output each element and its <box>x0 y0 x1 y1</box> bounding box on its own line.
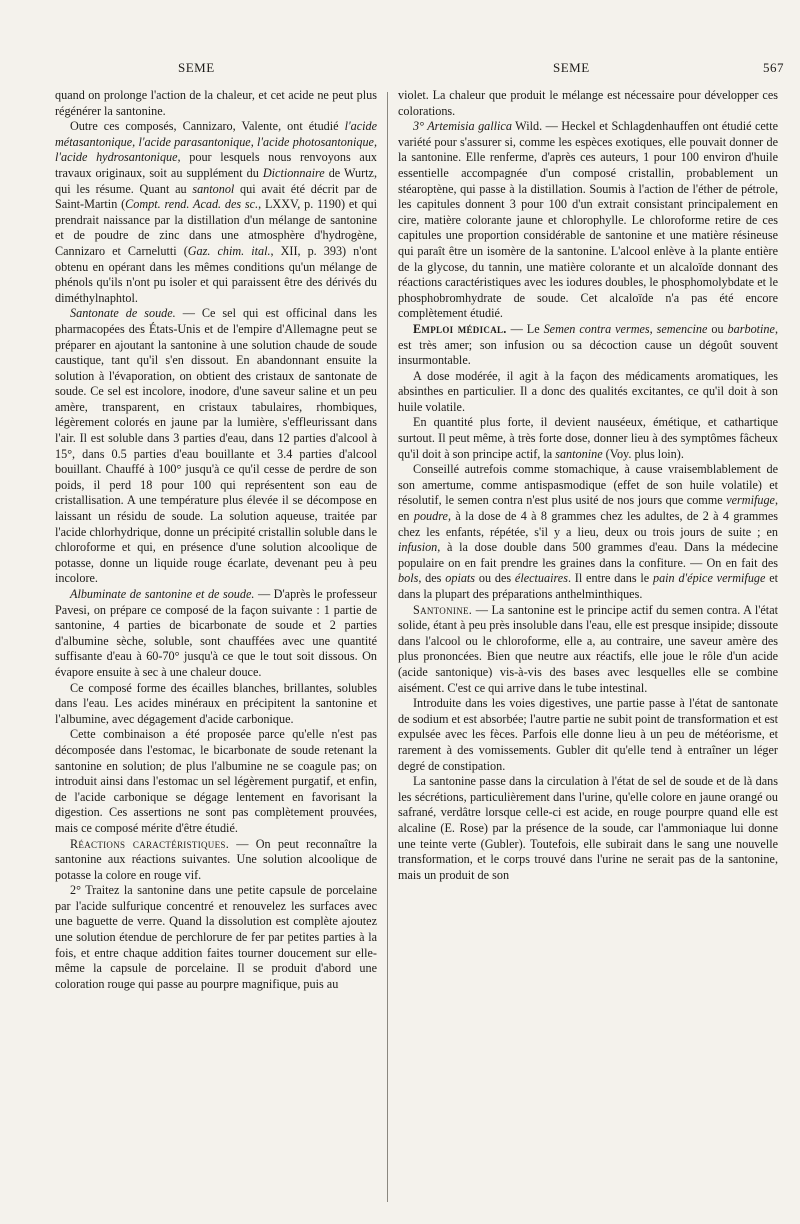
section-heading: Emploi médical. <box>413 321 507 336</box>
paragraph: Ce composé forme des écailles blanches, brillantes, solubles dans l'eau. Les acides minéraux en précipitent la santonine et l'albumine, avec dégagement d'acide carbonique. <box>55 680 377 726</box>
paragraph-albuminate: Albuminate de santonine et de soude. — D'après le professeur Pavesi, on prépare ce composé de la façon suivante : 1 partie de santonine, 4 parties de bicarbonate de soude et 2 parties d'albumine sèche, soluble, sont chauffées avec une quantité suffisante d'eau à 60-70° jusqu'à ce que le tout soit dissous. On évapore ensuite à sec à une chaleur douce. <box>55 587 377 679</box>
paragraph-artemisia-gallica: 3° Artemisia gallica Wild. — Heckel et Schlagdenhauffen ont étudié cette variété pour s'assurer si, comme les espèces exotiques, elle pouvait donner de la santonine. Elle renferme, d'après ces auteurs, 1 pour 100 environ d'huile essentielle accompagnée d'un composé cristallin, probablement un stéaroptène, qui passe à la distillation. Soumis à l'action de l'éther de pétrole, les capitules donnent 3 pour 100 d'un extrait consistant principalement en cire, matière colorante jaune et chlorophylle. Le chloroforme retire de ces capitules une proportion considérable de santonine et une matière résineuse qui paraît être un isomère de la santonine. L'alcool enlève à la plante entière de la glycose, du tannin, une matière colorante et un alcaloïde donnant des réactions caractéristiques avec les iodures doubles, le phosphomolybdate et le phosphobromhydrate de soude. Cet alcaloïde n'a pas été encore complètement étudié. <box>398 119 778 321</box>
paragraph: 2° Traitez la santonine dans une petite capsule de porcelaine par l'acide sulfurique concentré et renouvelez les surfaces avec une baguette de verre. Quand la dissolution est complète ajoutez une solution étendue de perchlorure de fer par petites parties à la fois, et entre chaque addition faites tourner doucement sur elle-même la capsule de porcelaine. Il se produit d'abord une coloration rouge qui passe au pourpre magnifique, puis au <box>55 883 377 991</box>
paragraph: Outre ces composés, Cannizaro, Valente, ont étudié l'acide métasantonique, l'acide parasantonique, l'acide photosantonique, l'acide hydrosantonique, pour lesquels nous renvoyons aux travaux originaux, soit au supplément du Dictionnaire de Wurtz, qui les résume. Quant au santonol qui avait été décrit par de Saint-Martin (Compt. rend. Acad. des sc., LXXV, p. 1190) et qui prendrait naissance par la distillation d'un mélange de santonine et de poudre de zinc dans une atmosphère d'hydrogène, Cannizaro et Carnelutti (Gaz. chim. ital., XII, p. 393) n'ont obtenu en opérant dans les mêmes conditions qu'un mélange de phénols qu'ils n'ont pu isoler et qui paraissent être des dérivés du diméthylnaphtol. <box>55 119 378 305</box>
right-column <box>398 88 778 883</box>
section-heading: 3° Artemisia gallica <box>413 119 512 134</box>
section-heading: Albuminate de santonine et de soude. <box>70 587 255 601</box>
paragraph: Conseillé autrefois comme stomachique, à cause vraisemblablement de son amertume, comme antispasmodique (effet de son huile volatile) et résolutif, le semen contra n'est plus usité de nos jours que comme vermifuge, en poudre, à la dose de 4 à 8 grammes chez les adultes, de 2 à 4 grammes chez les enfants, répétée, s'il y a lieu, deux ou trois jours de suite ; en infusion, à la dose double dans 500 grammes d'eau. Dans la médecine populaire on en fait prendre les graines dans la confiture. — On en fait des bols, des opiats ou des électuaires. Il entre dans le pain d'épice vermifuge et dans la plupart des préparations anthelminthiques. <box>398 462 779 601</box>
paragraph: Cette combinaison a été proposée parce qu'elle n'est pas décomposée dans l'estomac, le bicarbonate de soude retenant la santonine en solution; de plus l'albumine ne se coagule pas; on introduit ainsi dans l'estomac un sel légèrement purgatif, et enfin, de l'acide carbonique se dégage lentement en favorisant la digestion. Ces assertions ne sont pas complètement prouvées, mais ce composé mérite d'être étudié. <box>55 727 377 835</box>
left-running-title: SEME <box>178 60 215 75</box>
paragraph-reactions: Réactions caractéristiques. — On peut reconnaître la santonine aux réactions suivantes. Une solution alcoolique de potasse la colore en rouge vif. <box>55 836 378 882</box>
paragraph: A dose modérée, il agit à la façon des médicaments aromatiques, les absinthes en particulier. Il a donc des qualités excitantes, ce qu'il doit à son huile volatile. <box>398 368 778 414</box>
paragraph: La santonine passe dans la circulation à l'état de sel de soude et de là dans les sécrétions, particulièrement dans l'urine, qu'elle colore en jaune orangé ou safrané, verdâtre lorsque celle-ci est acide, en rouge pourpre quand elle est alcaline (E. Rose) par la présence de la soude, car l'ammoniaque lui donne une teinte verte (Gubler). Toutefois, elle subirait dans le sang une nouvelle transformation, et le corps trouvé dans l'urine ne serait pas de la santonine, mais un produit de son <box>398 774 778 882</box>
paragraph: quand on prolonge l'action de la chaleur, et cet acide ne peut plus régénérer la santonine. <box>55 88 377 118</box>
paragraph-santonate-de-soude: Santonate de soude. — Ce sel qui est officinal dans les pharmacopées des États-Unis et de l'empire d'Allemagne peut se préparer en ajoutant la santonine à une solution chaude de soude caustique, tant qu'il s'en dissout. En abandonnant ensuite la solution à l'évaporation, on obtient des cristaux de santonate de soude. Ce sel est incolore, inodore, d'une saveur saline et un peu amère, transparent, en cristaux tabulaires, rhombiques, légèrement colorés en jaune par la lumière, s'effleurissant dans l'air. Il est soluble dans 3 parties d'eau, dans 12 parties d'alcool à 15°, dans 0.5 parties d'eau bouillante et 3.4 parties d'alcool bouillant. Chauffé à 100° jusqu'à ce qu'il cesse de perdre de son poids, il perd 18 pour 100 qui représentent son eau de cristallisation. A une température plus élevée il se décompose en laissant un résidu de soude. La solution aqueuse, traitée par l'acide chlorhydrique, donne un précipité cristallin soluble dans le chloroforme et qui, en présence d'une solution alcoolique de potasse, donne un liquide rouge écarlate, devenant peu à peu incolore. <box>55 306 377 586</box>
section-heading: Santonine. <box>413 602 473 617</box>
left-column <box>55 88 377 992</box>
running-header <box>0 60 800 82</box>
section-heading: Réactions caractéristiques. <box>70 836 230 851</box>
paragraph-santonine: Santonine. — La santonine est le principe actif du semen contra. A l'état solide, étant à peu près insoluble dans l'eau, elle est presque insipide; dissoute dans l'alcool ou le chloroforme, elle a, au contraire, une saveur amère des plus prononcées. Bien que neutre aux réactifs, elle joue le rôle d'un acide (acide santonique) vis-à-vis des bases avec lesquelles elle se combine aisément. C'est ce qui arrive dans le tube intestinal. <box>398 602 778 695</box>
paragraph-emploi-medical: Emploi médical. — Le Semen contra vermes, semencine ou barbotine, est très amer; son infusion ou sa décoction cause un dégoût souvent insurmontable. <box>398 321 778 368</box>
paragraph: Introduite dans les voies digestives, une partie passe à l'état de santonate de sodium et est absorbée; l'autre partie ne subit point de transformation et est expulsée avec les fèces. Parfois elle donne lieu à un peu de météorisme, et rarement à des vomissements. Gubler dit qu'elle tend à entraîner un léger degré de constipation. <box>398 696 778 773</box>
column-divider <box>387 92 388 1202</box>
paragraph: violet. La chaleur que produit le mélange est nécessaire pour développer ces colorations. <box>398 88 778 118</box>
right-running-title: SEME <box>553 60 590 75</box>
paragraph: En quantité plus forte, il devient nauséeux, émétique, et cathartique surtout. Il peut même, à très forte dose, donner lieu à des symptômes fâcheux qu'il doit à son principe actif, la santonine (Voy. plus loin). <box>398 415 778 461</box>
section-heading: Santonate de soude. <box>70 306 176 321</box>
page-number: 567 <box>763 60 784 75</box>
